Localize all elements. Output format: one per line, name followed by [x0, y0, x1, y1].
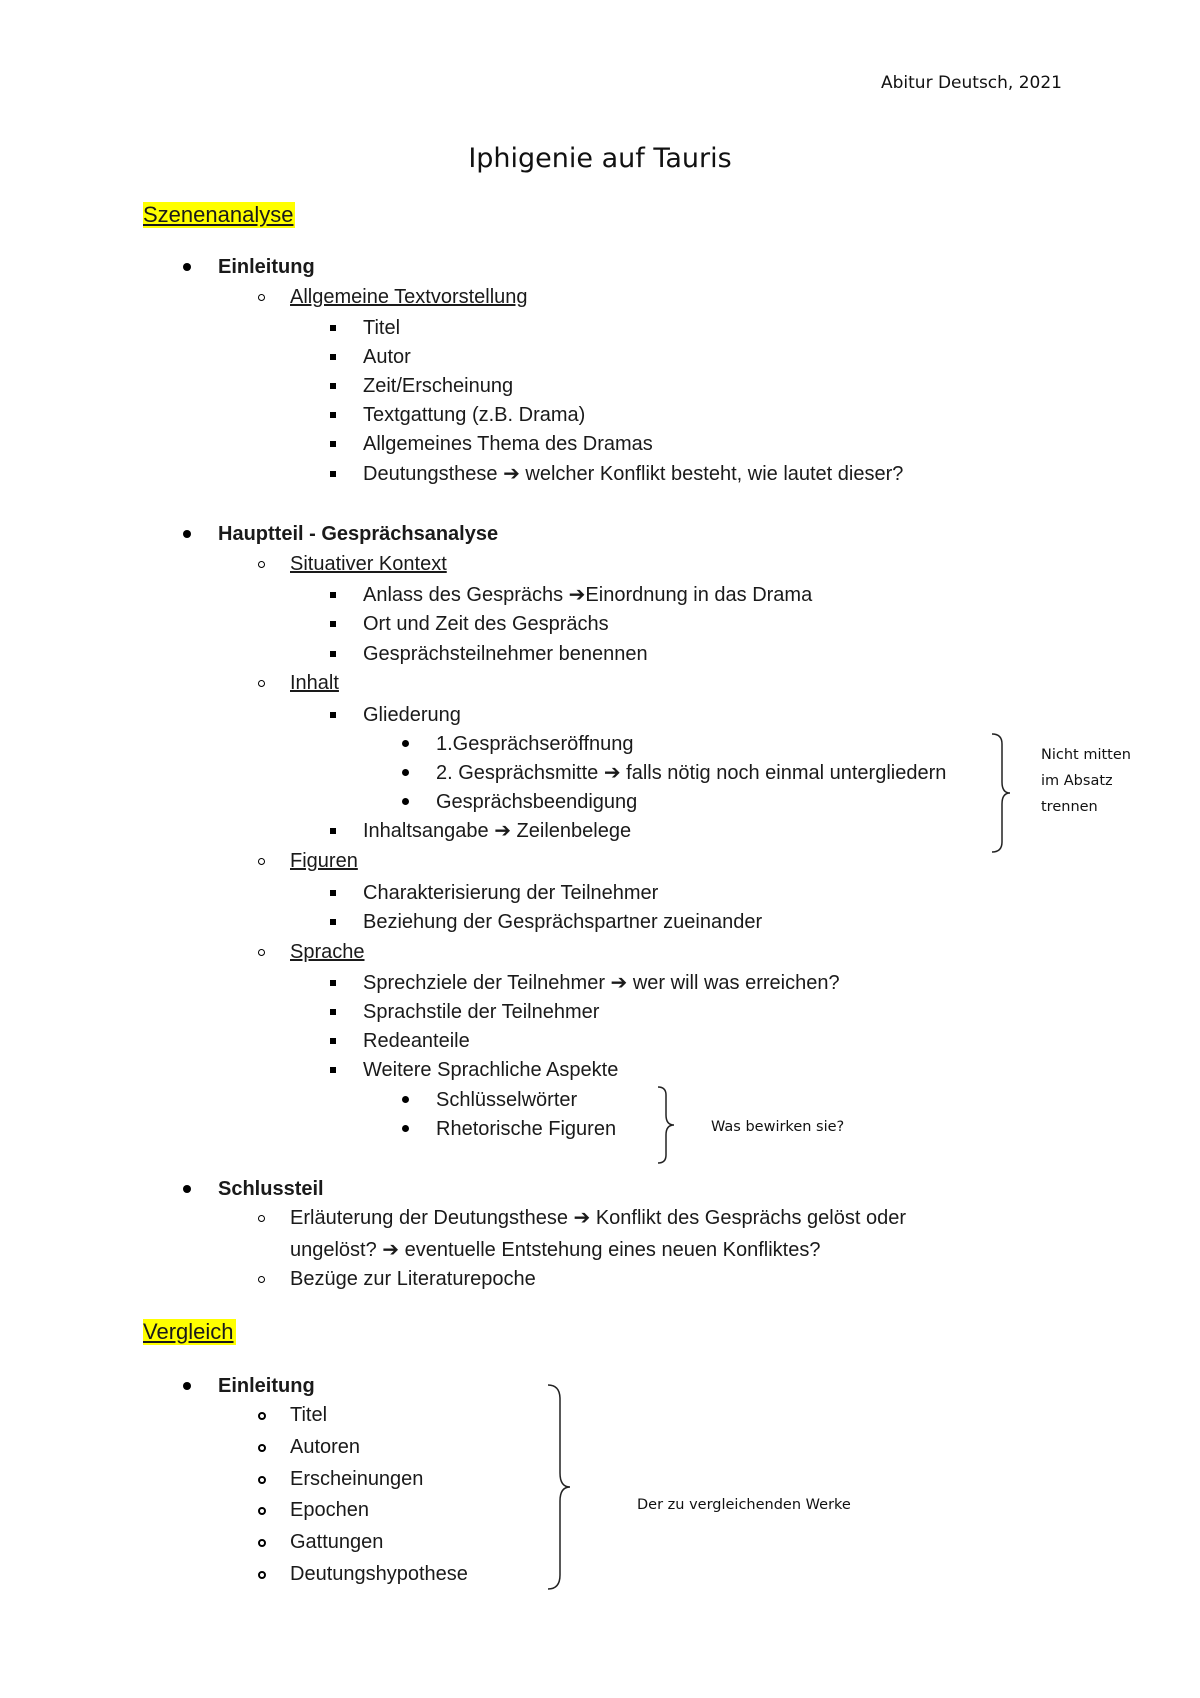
list-item-label: Situativer Kontext: [290, 553, 447, 575]
list-item-label: Titel: [363, 317, 401, 339]
circle-bullet-icon: [258, 680, 265, 687]
list-item-label: Gesprächsbeendigung: [436, 791, 638, 813]
side-note-line: trennen: [1041, 799, 1098, 815]
list-item-label: 1.Gesprächseröffnung: [436, 733, 634, 755]
circle-bullet-icon: [258, 1571, 266, 1579]
list-item-label: Allgemeines Thema des Dramas: [363, 433, 653, 455]
list-item-label: Hauptteil - Gesprächsanalyse: [218, 523, 499, 545]
curly-brace-icon: [546, 1383, 580, 1591]
bullet-icon: [183, 263, 191, 271]
bullet-icon: [402, 769, 409, 776]
side-note-line: Nicht mitten: [1041, 747, 1131, 763]
list-item-label: Zeit/Erscheinung: [363, 375, 514, 397]
circle-bullet-icon: [258, 1412, 266, 1420]
list-item-label: Beziehung der Gesprächspartner zueinander: [363, 911, 763, 933]
list-item-label: Titel: [290, 1404, 328, 1426]
list-item-label: Anlass des Gesprächs ➔Einordnung in das Drama: [363, 584, 813, 606]
list-item-label: Gattungen: [290, 1531, 384, 1553]
square-bullet-icon: [330, 471, 336, 477]
circle-bullet-icon: [258, 294, 265, 301]
square-bullet-icon: [330, 1067, 336, 1073]
side-note: Was bewirken sie?: [711, 1119, 845, 1135]
list-item-label: Gesprächsteilnehmer benennen: [363, 643, 648, 665]
side-note-line: im Absatz: [1041, 773, 1113, 789]
circle-bullet-icon: [258, 858, 265, 865]
square-bullet-icon: [330, 712, 336, 718]
side-note: Der zu vergleichenden Werke: [637, 1497, 851, 1513]
list-item-label: ungelöst? ➔ eventuelle Entstehung eines neuen Konfliktes?: [290, 1239, 821, 1261]
square-bullet-icon: [330, 1038, 336, 1044]
list-item-label: Einleitung: [218, 1375, 315, 1397]
list-item-label: Weitere Sprachliche Aspekte: [363, 1059, 619, 1081]
list-item-label: Epochen: [290, 1499, 369, 1521]
square-bullet-icon: [330, 828, 336, 834]
list-item-label: Erscheinungen: [290, 1468, 424, 1490]
circle-bullet-icon: [258, 561, 265, 568]
list-item-label: Rhetorische Figuren: [436, 1118, 617, 1140]
list-item-label: Autoren: [290, 1436, 361, 1458]
list-item-label: Figuren: [290, 850, 358, 872]
list-item-label: Allgemeine Textvorstellung: [290, 286, 528, 308]
list-item-label: Schlüsselwörter: [436, 1089, 578, 1111]
bullet-icon: [402, 798, 409, 805]
list-item-label: Schlussteil: [218, 1178, 324, 1200]
list-item-label: Textgattung (z.B. Drama): [363, 404, 586, 426]
square-bullet-icon: [330, 919, 336, 925]
section-heading-szenenanalyse: Szenenanalyse: [143, 202, 294, 227]
list-item-label: Sprachstile der Teilnehmer: [363, 1001, 600, 1023]
list-item-label: 2. Gesprächsmitte ➔ falls nötig noch einmal untergliedern: [436, 762, 947, 784]
bullet-icon: [183, 1382, 191, 1390]
list-item-label: Sprache: [290, 941, 365, 963]
square-bullet-icon: [330, 441, 336, 447]
circle-bullet-icon: [258, 1276, 265, 1283]
square-bullet-icon: [330, 1009, 336, 1015]
circle-bullet-icon: [258, 1476, 266, 1484]
square-bullet-icon: [330, 980, 336, 986]
square-bullet-icon: [330, 621, 336, 627]
square-bullet-icon: [330, 592, 336, 598]
square-bullet-icon: [330, 651, 336, 657]
bullet-icon: [183, 1185, 191, 1193]
list-item-label: Gliederung: [363, 704, 461, 726]
header-text: Abitur Deutsch, 2021: [880, 73, 1062, 93]
bullet-icon: [402, 1096, 409, 1103]
square-bullet-icon: [330, 890, 336, 896]
list-item-label: Redeanteile: [363, 1030, 470, 1052]
circle-bullet-icon: [258, 1444, 266, 1452]
list-item-label: Deutungshypothese: [290, 1563, 468, 1585]
list-item-label: Einleitung: [218, 256, 315, 278]
bullet-icon: [402, 1125, 409, 1132]
side-note: [1041, 742, 1131, 820]
list-item-label: Bezüge zur Literaturepoche: [290, 1268, 536, 1290]
square-bullet-icon: [330, 325, 336, 331]
circle-bullet-icon: [258, 1507, 266, 1515]
bullet-icon: [183, 530, 191, 538]
list-item-label: Sprechziele der Teilnehmer ➔ wer will was erreichen?: [363, 972, 840, 994]
circle-bullet-icon: [258, 949, 265, 956]
list-item-label: Erläuterung der Deutungsthese ➔ Konflikt des Gesprächs gelöst oder: [290, 1207, 906, 1229]
square-bullet-icon: [330, 383, 336, 389]
square-bullet-icon: [330, 412, 336, 418]
square-bullet-icon: [330, 354, 336, 360]
list-item-label: Deutungsthese ➔ welcher Konflikt besteht, wie lautet dieser?: [363, 463, 904, 485]
section-heading-vergleich: Vergleich: [143, 1319, 234, 1344]
circle-bullet-icon: [258, 1539, 266, 1547]
curly-brace-icon: [990, 732, 1020, 854]
curly-brace-icon: [656, 1085, 686, 1165]
page-title: Iphigenie auf Tauris: [468, 143, 732, 174]
list-item-label: Charakterisierung der Teilnehmer: [363, 882, 659, 904]
bullet-icon: [402, 740, 409, 747]
circle-bullet-icon: [258, 1215, 265, 1222]
list-item-label: Inhaltsangabe ➔ Zeilenbelege: [363, 820, 632, 842]
list-item-label: Inhalt: [290, 672, 339, 694]
list-item-label: Ort und Zeit des Gesprächs: [363, 613, 609, 635]
list-item-label: Autor: [363, 346, 411, 368]
